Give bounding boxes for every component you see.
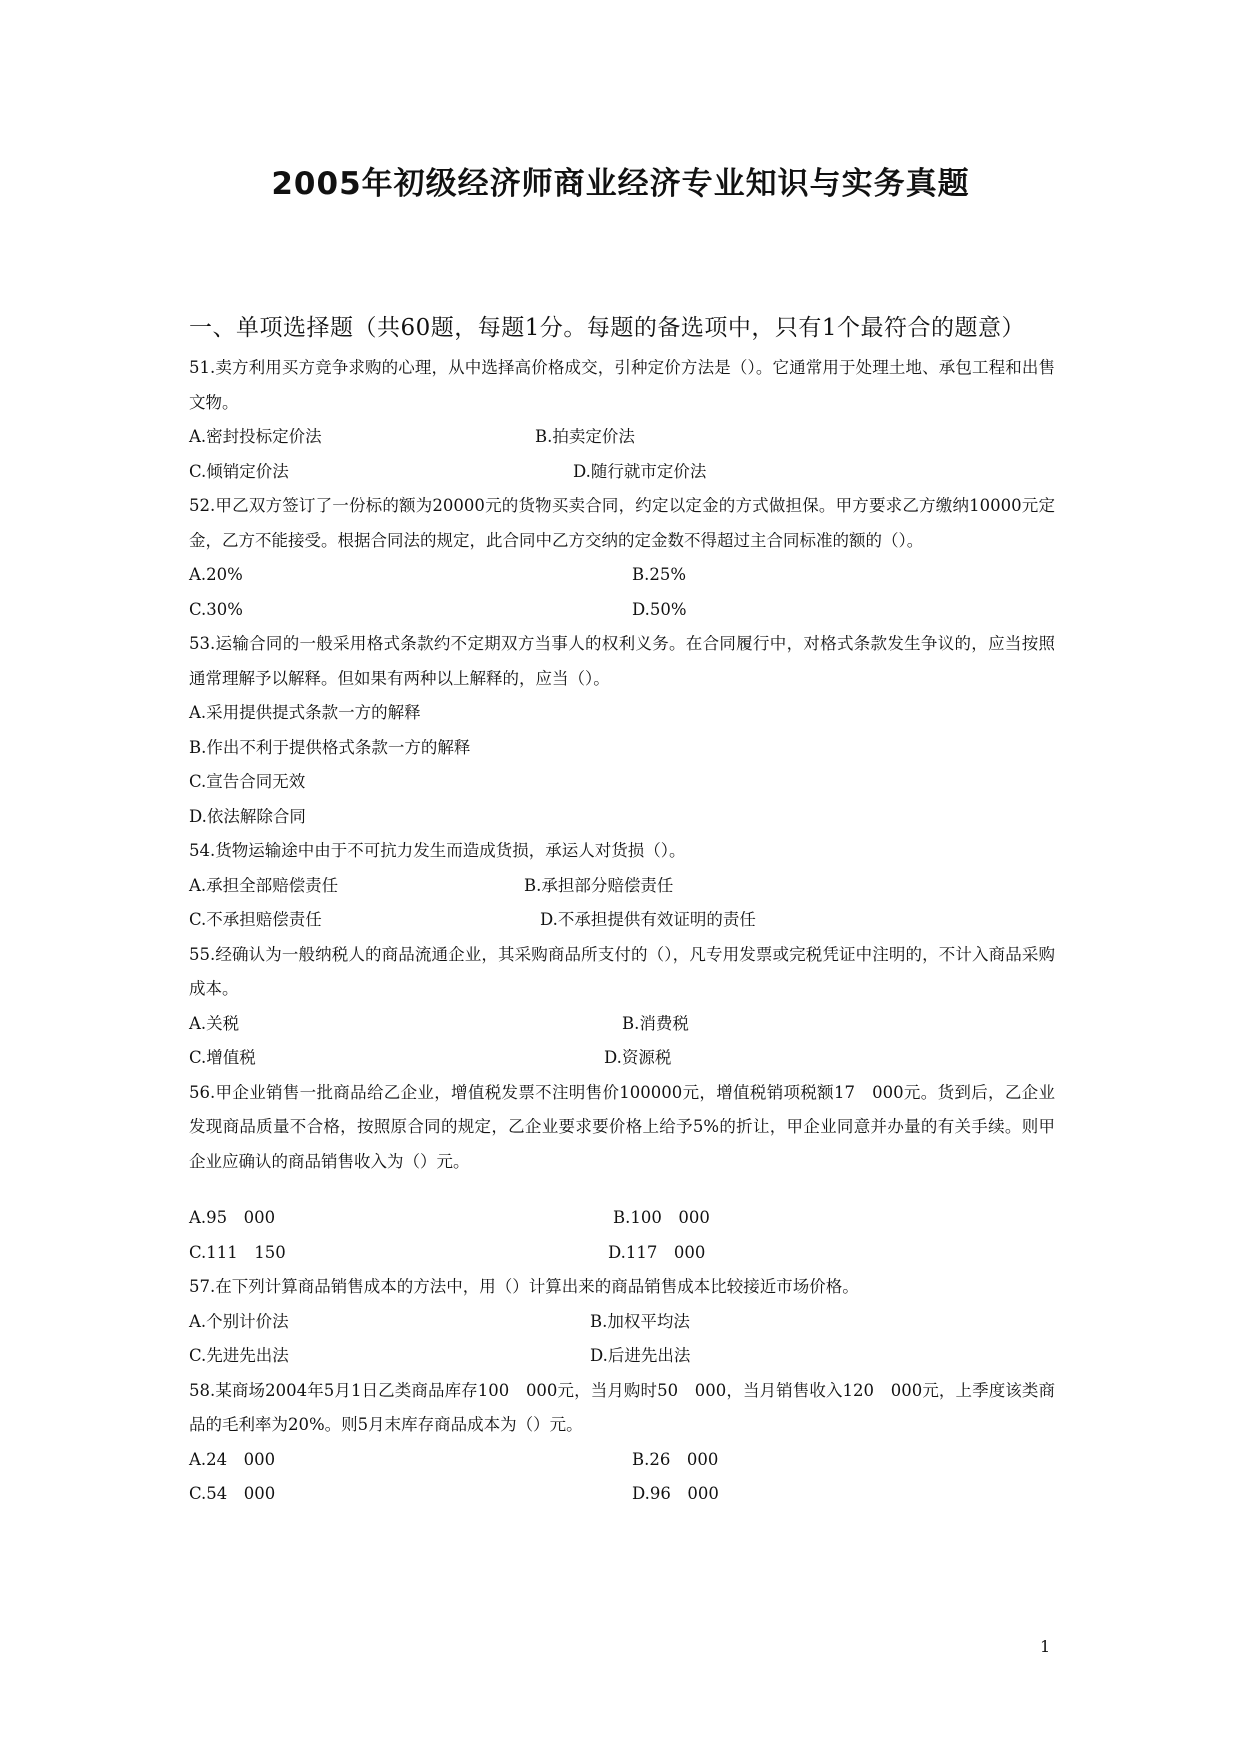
option-c: C.54 000 bbox=[189, 1484, 276, 1503]
option-row bbox=[189, 1007, 1055, 1042]
question-56 bbox=[189, 1076, 1055, 1271]
question-51 bbox=[189, 351, 1055, 489]
option-row bbox=[189, 558, 1055, 593]
option-row bbox=[189, 1339, 1055, 1374]
question-stem: 54.货物运输途中由于不可抗力发生而造成货损，承运人对货损（）。 bbox=[189, 841, 686, 860]
option-c: C.增值税 bbox=[189, 1048, 256, 1067]
question-stem: 53.运输合同的一般采用格式条款约不定期双方当事人的权利义务。在合同履行中，对格式条款发生争议的，应当按照通常理解予以解释。但如果有两种以上解释的，应当（）。 bbox=[189, 634, 1055, 688]
option-row bbox=[189, 1201, 1055, 1236]
option-d: D.117 000 bbox=[608, 1242, 706, 1262]
option-b: B.消费税 bbox=[622, 1013, 689, 1033]
option-row bbox=[189, 1443, 1055, 1478]
option-c: C.先进先出法 bbox=[189, 1346, 289, 1365]
option-c: C.不承担赔偿责任 bbox=[189, 910, 322, 929]
option-a: A.承担全部赔偿责任 bbox=[189, 875, 339, 895]
document-body bbox=[189, 312, 1055, 1512]
option-row bbox=[189, 903, 1055, 938]
option-c: C.111 150 bbox=[189, 1242, 286, 1262]
option-a: A.采用提供提式条款一方的解释 bbox=[189, 703, 421, 722]
option-a: A.关税 bbox=[189, 1013, 240, 1033]
option-row bbox=[189, 455, 1055, 490]
question-57 bbox=[189, 1270, 1055, 1374]
spacer bbox=[189, 1179, 1055, 1201]
page-number: 1 bbox=[1040, 1637, 1051, 1656]
option-b: B.拍卖定价法 bbox=[535, 427, 635, 446]
question-58 bbox=[189, 1374, 1055, 1512]
option-c: C.倾销定价法 bbox=[189, 461, 289, 481]
option-c: C.30% bbox=[189, 599, 243, 619]
option-row bbox=[189, 420, 1055, 455]
section-heading: 一、单项选择题（共60题，每题1分。每题的备选项中，只有1个最符合的题意） bbox=[189, 315, 1026, 341]
document-title: 2005年初级经济师商业经济专业知识与实务真题 bbox=[271, 166, 970, 202]
option-b: B.100 000 bbox=[613, 1208, 710, 1227]
option-c: C.宣告合同无效 bbox=[189, 772, 306, 791]
option-a: A.95 000 bbox=[189, 1208, 276, 1227]
question-stem: 58.某商场2004年5月1日乙类商品库存100 000元，当月购时50 000，当月销售收入120 000元，上季度该类商品的毛利率为20%。则5月末库存商品成本为（）元。 bbox=[189, 1380, 1055, 1434]
option-d: D.随行就市定价法 bbox=[573, 461, 707, 481]
option-row bbox=[189, 1477, 1055, 1512]
option-a: A.个别计价法 bbox=[189, 1311, 289, 1331]
question-stem: 57.在下列计算商品销售成本的方法中，用（）计算出来的商品销售成本比较接近市场价格。 bbox=[189, 1277, 859, 1296]
option-b: B.作出不利于提供格式条款一方的解释 bbox=[189, 737, 471, 757]
question-53 bbox=[189, 627, 1055, 834]
question-stem: 56.甲企业销售一批商品给乙企业，增值税发票不注明售价100000元，增值税销项税额17 000元。货到后，乙企业发现商品质量不合格，按照原合同的规定，乙企业要求要价格上给予5%的折让，甲企业同意并办量的有关手续。则甲企业应确认的商品销售收入为（）元。 bbox=[189, 1082, 1055, 1171]
option-a: A.24 000 bbox=[189, 1449, 276, 1469]
option-d: D.不承担提供有效证明的责任 bbox=[540, 910, 756, 929]
option-row bbox=[189, 1041, 1055, 1076]
option-a: A.密封投标定价法 bbox=[189, 427, 322, 446]
option-b: B.加权平均法 bbox=[590, 1311, 690, 1331]
option-d: D.依法解除合同 bbox=[189, 806, 306, 826]
question-stem: 55.经确认为一般纳税人的商品流通企业，其采购商品所支付的（），凡专用发票或完税凭证中注明的，不计入商品采购成本。 bbox=[189, 944, 1055, 998]
option-b: B.26 000 bbox=[632, 1449, 719, 1469]
option-a: A.20% bbox=[189, 565, 243, 584]
option-row bbox=[189, 869, 1055, 904]
option-d: D.96 000 bbox=[632, 1484, 719, 1503]
question-54 bbox=[189, 834, 1055, 938]
option-b: B.承担部分赔偿责任 bbox=[524, 875, 674, 895]
option-row bbox=[189, 593, 1055, 628]
question-stem: 51.卖方利用买方竞争求购的心理，从中选择高价格成交，引种定价方法是（）。它通常用于处理土地、承包工程和出售文物。 bbox=[189, 358, 1055, 412]
option-b: B.25% bbox=[632, 565, 687, 584]
question-55 bbox=[189, 938, 1055, 1076]
option-d: D.资源税 bbox=[604, 1048, 672, 1067]
question-52 bbox=[189, 489, 1055, 627]
option-row bbox=[189, 1305, 1055, 1340]
option-d: D.后进先出法 bbox=[590, 1346, 691, 1365]
question-stem: 52.甲乙双方签订了一份标的额为20000元的货物买卖合同，约定以定金的方式做担保。甲方要求乙方缴纳10000元定金，乙方不能接受。根据合同法的规定，此合同中乙方交纳的定金数不得超过主合同标准的额的（）。 bbox=[189, 496, 1055, 550]
option-row bbox=[189, 1236, 1055, 1271]
option-d: D.50% bbox=[632, 599, 687, 619]
